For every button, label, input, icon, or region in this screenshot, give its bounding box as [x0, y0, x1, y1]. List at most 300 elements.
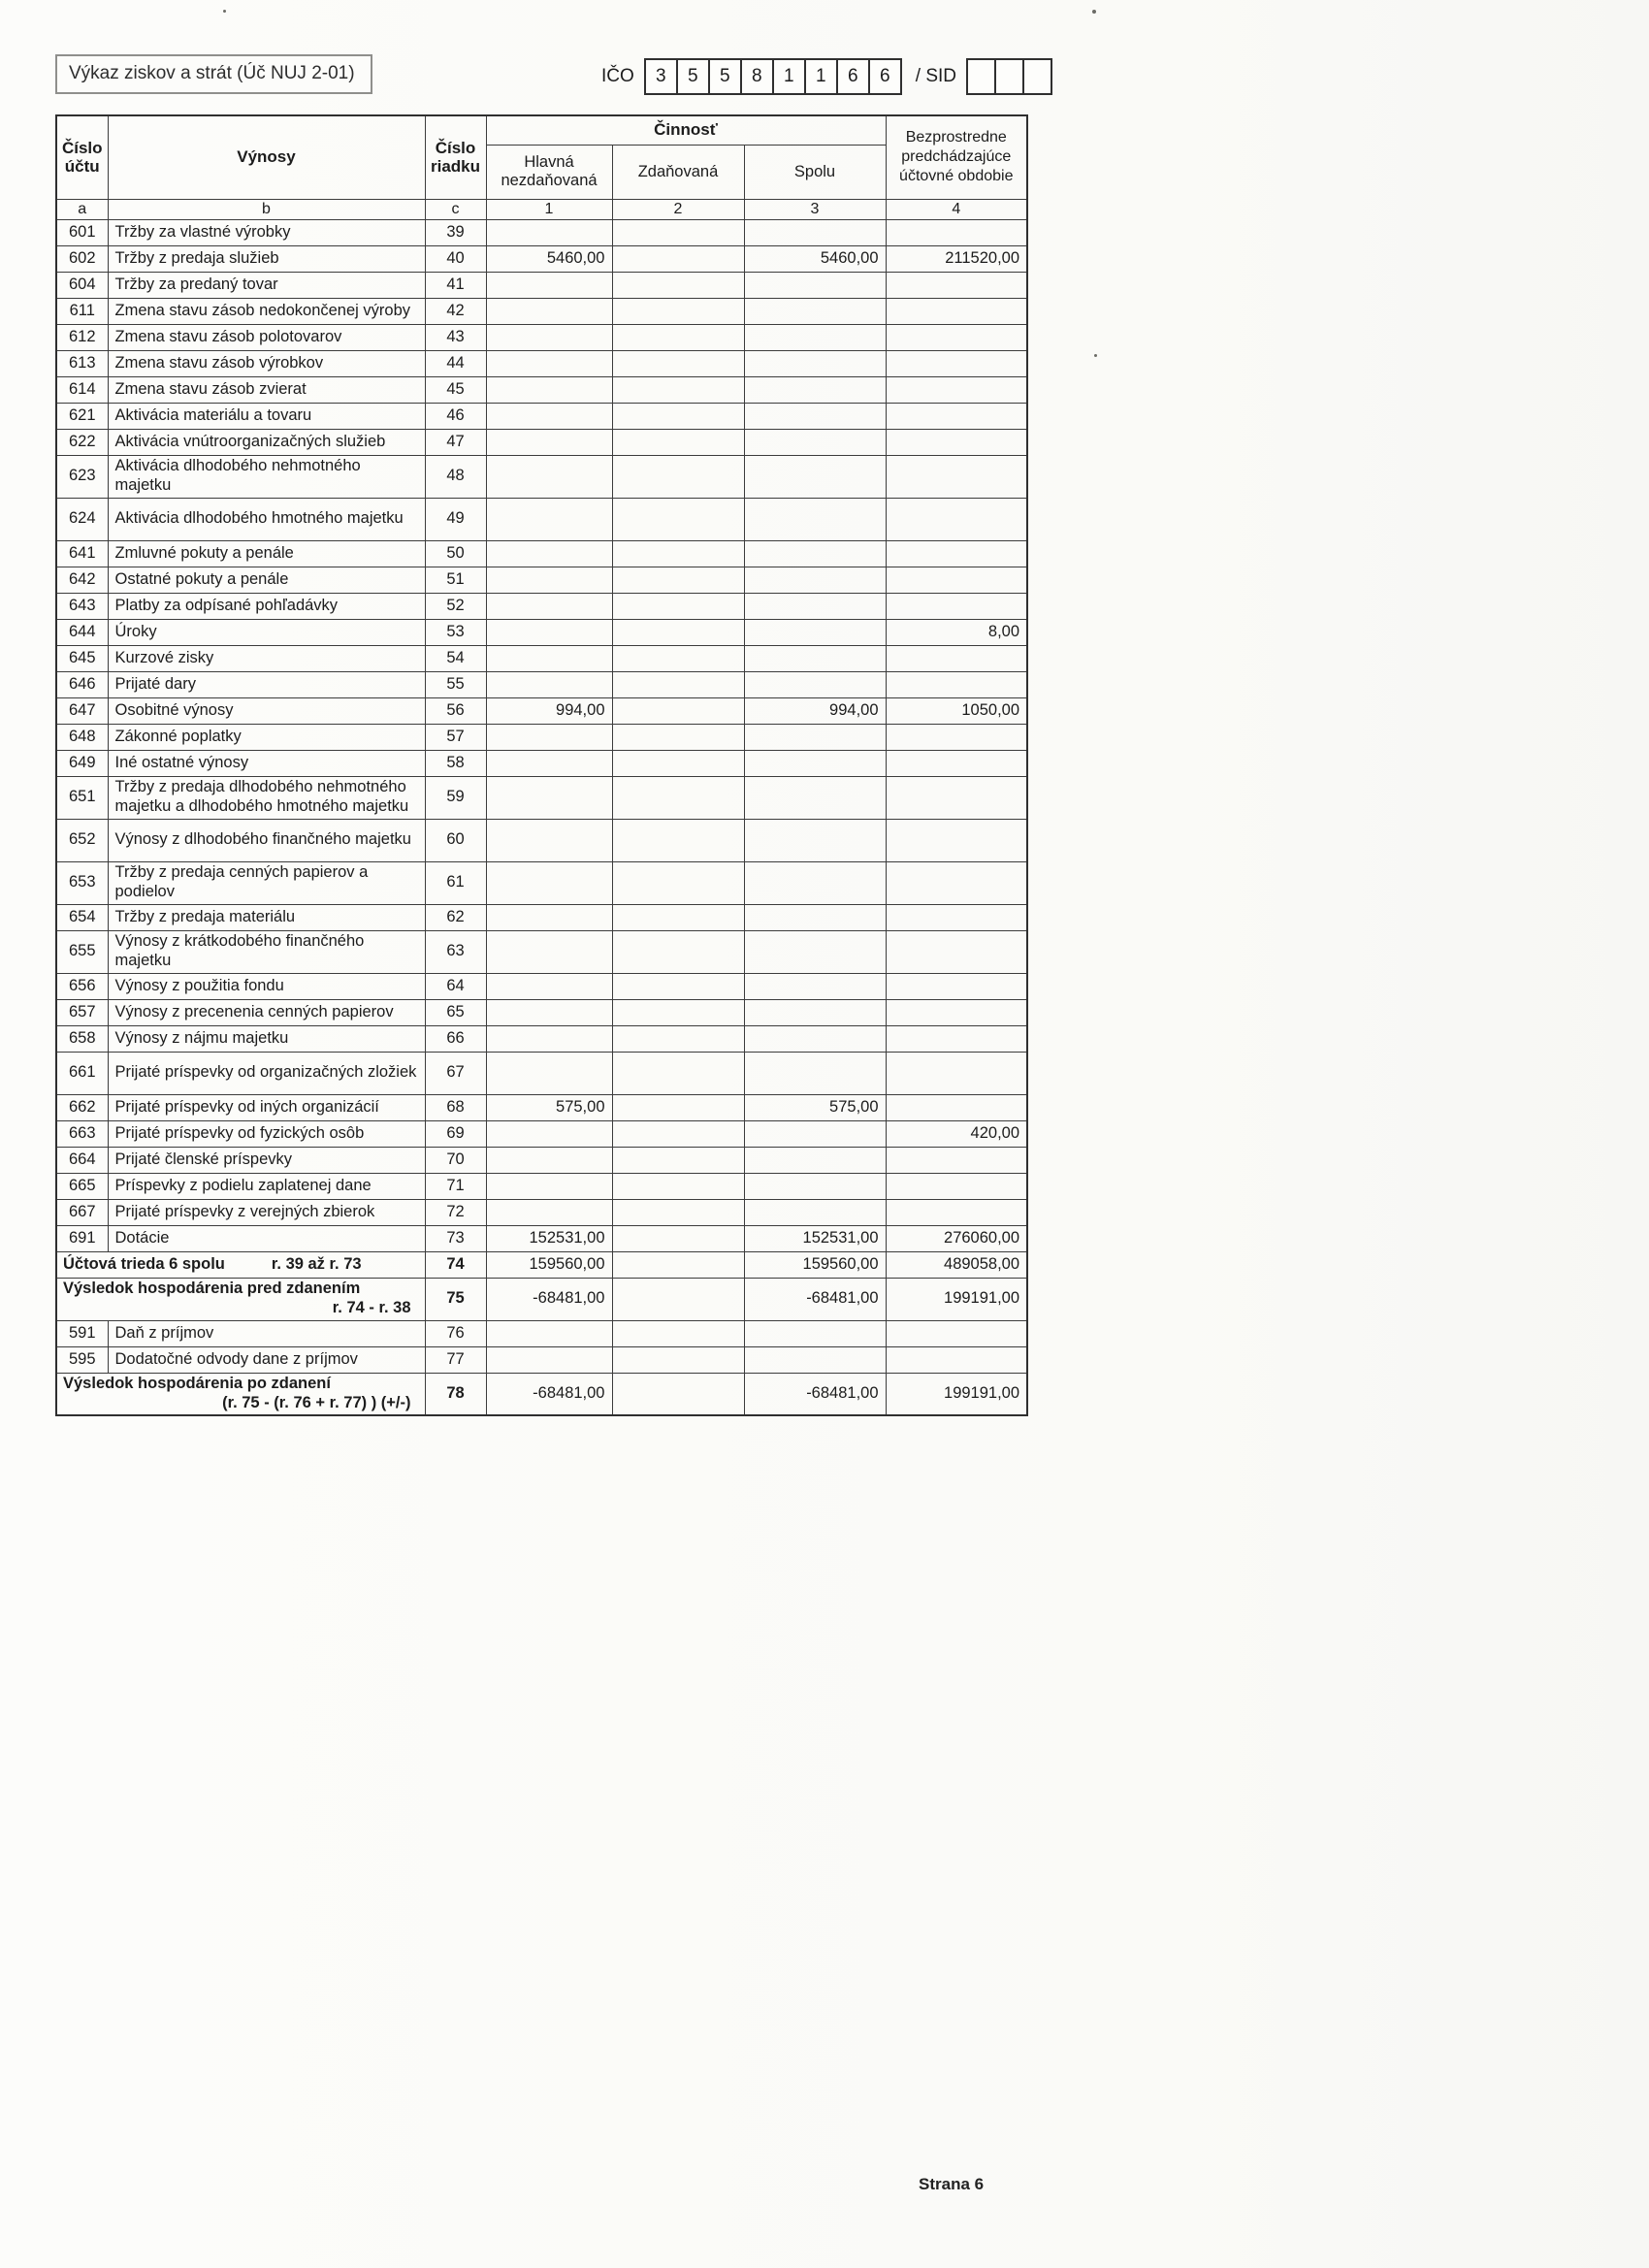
revenue-name-cell: Výnosy z precenenia cenných papierov — [108, 999, 425, 1025]
line-number-cell: 74 — [425, 1251, 486, 1278]
value-cell-col3 — [744, 1147, 886, 1173]
line-number-cell: 69 — [425, 1120, 486, 1147]
value-cell-col1 — [486, 298, 612, 324]
value-cell-col1 — [486, 645, 612, 671]
value-cell-col4: 1050,00 — [886, 697, 1027, 724]
value-cell-col3 — [744, 671, 886, 697]
account-number-cell: 652 — [56, 819, 108, 861]
line-number-cell: 75 — [425, 1278, 486, 1320]
account-number-cell: 614 — [56, 376, 108, 403]
line-number-cell: 45 — [425, 376, 486, 403]
value-cell-col3: 152531,00 — [744, 1225, 886, 1251]
table-row — [56, 350, 1027, 376]
revenue-name-cell: Prijaté príspevky od fyzických osôb — [108, 1120, 425, 1147]
value-cell-col1 — [486, 324, 612, 350]
value-cell-col1 — [486, 1147, 612, 1173]
table-row — [56, 455, 1027, 498]
value-cell-col1: 152531,00 — [486, 1225, 612, 1251]
value-cell-col3 — [744, 973, 886, 999]
value-cell-col2 — [612, 540, 744, 567]
value-cell-col4 — [886, 1147, 1027, 1173]
value-cell-col4 — [886, 645, 1027, 671]
ico-digit-box: 3 — [644, 58, 678, 95]
col-letter-b: b — [108, 199, 425, 219]
table-row — [56, 750, 1027, 776]
sid-digit-box — [994, 58, 1024, 95]
revenue-name-cell: Prijaté príspevky od iných organizácií — [108, 1094, 425, 1120]
ico-digit-box: 6 — [836, 58, 870, 95]
table-row — [56, 245, 1027, 272]
value-cell-col1: -68481,00 — [486, 1373, 612, 1415]
revenue-name-cell: Platby za odpísané pohľadávky — [108, 593, 425, 619]
value-cell-col4 — [886, 272, 1027, 298]
line-number-cell: 63 — [425, 930, 486, 973]
value-cell-col3: -68481,00 — [744, 1373, 886, 1415]
account-number-cell: 658 — [56, 1025, 108, 1052]
value-cell-col2 — [612, 429, 744, 455]
revenue-name-cell: Kurzové zisky — [108, 645, 425, 671]
account-number-cell: 651 — [56, 776, 108, 819]
value-cell-col3 — [744, 593, 886, 619]
line-number-cell: 50 — [425, 540, 486, 567]
table-row — [56, 1025, 1027, 1052]
value-cell-col2 — [612, 567, 744, 593]
account-number-cell: 646 — [56, 671, 108, 697]
value-cell-col3 — [744, 376, 886, 403]
revenue-name-cell: Úroky — [108, 619, 425, 645]
ico-digit-box: 1 — [772, 58, 806, 95]
line-number-cell: 62 — [425, 904, 486, 930]
value-cell-col2 — [612, 403, 744, 429]
value-cell-col1 — [486, 1199, 612, 1225]
value-cell-col4 — [886, 403, 1027, 429]
form-title-box — [55, 54, 372, 94]
value-cell-col2 — [612, 1225, 744, 1251]
table-row — [56, 819, 1027, 861]
value-cell-col2 — [612, 1173, 744, 1199]
value-cell-col4 — [886, 1199, 1027, 1225]
value-cell-col2 — [612, 819, 744, 861]
revenue-name-cell: Zákonné poplatky — [108, 724, 425, 750]
value-cell-col1 — [486, 350, 612, 376]
header-revenues: Výnosy — [108, 115, 425, 199]
value-cell-col1 — [486, 540, 612, 567]
account-number-cell: 649 — [56, 750, 108, 776]
revenue-name-cell: Tržby z predaja materiálu — [108, 904, 425, 930]
value-cell-col3 — [744, 567, 886, 593]
value-cell-col2 — [612, 324, 744, 350]
line-number-cell: 56 — [425, 697, 486, 724]
value-cell-col3: 575,00 — [744, 1094, 886, 1120]
revenue-name-cell: Zmluvné pokuty a penále — [108, 540, 425, 567]
value-cell-col3 — [744, 1120, 886, 1147]
value-cell-col4 — [886, 1320, 1027, 1346]
ico-digit-box: 8 — [740, 58, 774, 95]
scan-speck — [1092, 10, 1096, 14]
value-cell-col2 — [612, 1052, 744, 1094]
revenue-name-cell: Prijaté príspevky z verejných zbierok — [108, 1199, 425, 1225]
account-number-cell: 667 — [56, 1199, 108, 1225]
value-cell-col4: 199191,00 — [886, 1278, 1027, 1320]
value-cell-col3: -68481,00 — [744, 1278, 886, 1320]
value-cell-col3 — [744, 1199, 886, 1225]
page-number: Strana 6 — [919, 2175, 985, 2193]
account-number-cell: 662 — [56, 1094, 108, 1120]
value-cell-col1 — [486, 904, 612, 930]
line-number-cell: 41 — [425, 272, 486, 298]
ico-digit-box: 6 — [868, 58, 902, 95]
value-cell-col1: -68481,00 — [486, 1278, 612, 1320]
table-row — [56, 498, 1027, 540]
value-cell-col3 — [744, 429, 886, 455]
line-number-cell: 57 — [425, 724, 486, 750]
scan-speck — [223, 10, 226, 13]
line-number-cell: 72 — [425, 1199, 486, 1225]
revenue-name-cell: Tržby za vlastné výrobky — [108, 219, 425, 245]
table-row — [56, 1320, 1027, 1346]
revenue-name-cell: Príspevky z podielu zaplatenej dane — [108, 1173, 425, 1199]
value-cell-col2 — [612, 724, 744, 750]
value-cell-col4: 276060,00 — [886, 1225, 1027, 1251]
value-cell-col4 — [886, 298, 1027, 324]
value-cell-col3 — [744, 1173, 886, 1199]
value-cell-col1 — [486, 973, 612, 999]
table-row — [56, 776, 1027, 819]
value-cell-col1 — [486, 930, 612, 973]
account-number-cell: 643 — [56, 593, 108, 619]
value-cell-col1 — [486, 1052, 612, 1094]
revenue-name-cell: Aktivácia dlhodobého hmotného majetku — [108, 498, 425, 540]
value-cell-col3 — [744, 819, 886, 861]
account-number-cell: 622 — [56, 429, 108, 455]
account-number-cell: 661 — [56, 1052, 108, 1094]
revenue-name-cell: Výnosy z dlhodobého finančného majetku — [108, 819, 425, 861]
value-cell-col4: 199191,00 — [886, 1373, 1027, 1415]
value-cell-col4 — [886, 1025, 1027, 1052]
header-line-number: Číslo riadku — [425, 115, 486, 199]
value-cell-col2 — [612, 619, 744, 645]
header-total: Spolu — [744, 145, 886, 199]
value-cell-col4 — [886, 750, 1027, 776]
line-number-cell: 48 — [425, 455, 486, 498]
ico-digit-strip — [644, 58, 902, 95]
account-number-cell: 611 — [56, 298, 108, 324]
table-row — [56, 1052, 1027, 1094]
account-number-cell: 601 — [56, 219, 108, 245]
value-cell-col4 — [886, 498, 1027, 540]
col-letter-c: c — [425, 199, 486, 219]
revenue-name-cell: Prijaté príspevky od organizačných zložiek — [108, 1052, 425, 1094]
revenue-name-cell: Ostatné pokuty a penále — [108, 567, 425, 593]
line-number-cell: 39 — [425, 219, 486, 245]
table-row — [56, 403, 1027, 429]
value-cell-col3 — [744, 455, 886, 498]
value-cell-col4 — [886, 324, 1027, 350]
value-cell-col4 — [886, 1094, 1027, 1120]
line-number-cell: 44 — [425, 350, 486, 376]
value-cell-col3 — [744, 1052, 886, 1094]
revenue-name-cell: Výnosy z krátkodobého finančného majetku — [108, 930, 425, 973]
value-cell-col3 — [744, 619, 886, 645]
value-cell-col1 — [486, 455, 612, 498]
summary-row-reference: r. 39 až r. 73 — [271, 1254, 362, 1273]
table-row — [56, 1346, 1027, 1373]
value-cell-col3 — [744, 645, 886, 671]
value-cell-col1 — [486, 1346, 612, 1373]
account-number-cell: 623 — [56, 455, 108, 498]
value-cell-col2 — [612, 593, 744, 619]
table-row — [56, 567, 1027, 593]
table-row — [56, 645, 1027, 671]
value-cell-col2 — [612, 1199, 744, 1225]
value-cell-col3 — [744, 930, 886, 973]
table-row — [56, 324, 1027, 350]
value-cell-col1: 159560,00 — [486, 1251, 612, 1278]
account-number-cell: 595 — [56, 1346, 108, 1373]
revenue-name-cell: Tržby z predaja dlhodobého nehmotného majetku a dlhodobého hmotného majetku — [108, 776, 425, 819]
value-cell-col1 — [486, 1120, 612, 1147]
table-body — [56, 219, 1027, 1415]
table-row — [56, 219, 1027, 245]
summary-label: Výsledok hospodárenia pred zdanením — [63, 1280, 361, 1298]
table-row — [56, 999, 1027, 1025]
value-cell-col3 — [744, 724, 886, 750]
value-cell-col3 — [744, 999, 886, 1025]
header-main-untaxed: Hlavná nezdaňovaná — [486, 145, 612, 199]
value-cell-col2 — [612, 1346, 744, 1373]
header-account-number: Číslo účtu — [56, 115, 108, 199]
line-number-cell: 49 — [425, 498, 486, 540]
value-cell-col4: 8,00 — [886, 619, 1027, 645]
value-cell-col3: 159560,00 — [744, 1251, 886, 1278]
summary-label-cell — [56, 1373, 425, 1415]
account-number-cell: 604 — [56, 272, 108, 298]
account-number-cell: 591 — [56, 1320, 108, 1346]
line-number-cell: 77 — [425, 1346, 486, 1373]
summary-label-cell — [56, 1278, 425, 1320]
value-cell-col2 — [612, 1120, 744, 1147]
value-cell-col4: 489058,00 — [886, 1251, 1027, 1278]
line-number-cell: 51 — [425, 567, 486, 593]
table-row — [56, 593, 1027, 619]
value-cell-col2 — [612, 350, 744, 376]
line-number-cell: 76 — [425, 1320, 486, 1346]
value-cell-col4 — [886, 376, 1027, 403]
line-number-cell: 65 — [425, 999, 486, 1025]
account-number-cell: 654 — [56, 904, 108, 930]
account-number-cell: 613 — [56, 350, 108, 376]
value-cell-col2 — [612, 272, 744, 298]
profit-loss-table — [55, 114, 1028, 1416]
revenue-name-cell: Tržby za predaný tovar — [108, 272, 425, 298]
value-cell-col4 — [886, 540, 1027, 567]
value-cell-col1 — [486, 619, 612, 645]
revenue-name-cell: Zmena stavu zásob nedokončenej výroby — [108, 298, 425, 324]
value-cell-col4: 420,00 — [886, 1120, 1027, 1147]
value-cell-col3: 5460,00 — [744, 245, 886, 272]
ico-digit-box: 5 — [676, 58, 710, 95]
col-letter-a: a — [56, 199, 108, 219]
account-number-cell: 657 — [56, 999, 108, 1025]
revenue-name-cell: Výnosy z použitia fondu — [108, 973, 425, 999]
line-number-cell: 47 — [425, 429, 486, 455]
account-number-cell: 664 — [56, 1147, 108, 1173]
value-cell-col4 — [886, 455, 1027, 498]
account-number-cell: 656 — [56, 973, 108, 999]
header-taxed: Zdaňovaná — [612, 145, 744, 199]
line-number-cell: 46 — [425, 403, 486, 429]
value-cell-col1: 575,00 — [486, 1094, 612, 1120]
revenue-name-cell: Tržby z predaja služieb — [108, 245, 425, 272]
table-row — [56, 1173, 1027, 1199]
revenue-name-cell: Výnosy z nájmu majetku — [108, 1025, 425, 1052]
account-number-cell: 602 — [56, 245, 108, 272]
summary-row — [56, 1251, 1027, 1278]
table-row — [56, 930, 1027, 973]
value-cell-col3 — [744, 1025, 886, 1052]
account-number-cell: 653 — [56, 861, 108, 904]
scan-speck — [1094, 354, 1097, 357]
table-row — [56, 904, 1027, 930]
line-number-cell: 55 — [425, 671, 486, 697]
value-cell-col4 — [886, 904, 1027, 930]
value-cell-col4 — [886, 219, 1027, 245]
table-row — [56, 1199, 1027, 1225]
line-number-cell: 66 — [425, 1025, 486, 1052]
line-number-cell: 70 — [425, 1147, 486, 1173]
value-cell-col3 — [744, 324, 886, 350]
table-row — [56, 540, 1027, 567]
summary-row-reference: (r. 75 - (r. 76 + r. 77) ) (+/-) — [222, 1393, 411, 1411]
line-number-cell: 54 — [425, 645, 486, 671]
revenue-name-cell: Aktivácia vnútroorganizačných služieb — [108, 429, 425, 455]
account-number-cell: 641 — [56, 540, 108, 567]
value-cell-col2 — [612, 930, 744, 973]
col-number-3: 3 — [744, 199, 886, 219]
value-cell-col3 — [744, 750, 886, 776]
line-number-cell: 42 — [425, 298, 486, 324]
line-number-cell: 40 — [425, 245, 486, 272]
value-cell-col2 — [612, 1251, 744, 1278]
value-cell-col3: 994,00 — [744, 697, 886, 724]
value-cell-col4 — [886, 1173, 1027, 1199]
line-number-cell: 60 — [425, 819, 486, 861]
table-row — [56, 1147, 1027, 1173]
summary-label: Výsledok hospodárenia po zdanení — [63, 1374, 331, 1392]
value-cell-col4 — [886, 861, 1027, 904]
sid-label: / SID — [915, 66, 957, 86]
value-cell-col4 — [886, 999, 1027, 1025]
account-number-cell: 621 — [56, 403, 108, 429]
account-number-cell: 645 — [56, 645, 108, 671]
value-cell-col3 — [744, 350, 886, 376]
line-number-cell: 78 — [425, 1373, 486, 1415]
value-cell-col2 — [612, 219, 744, 245]
value-cell-col2 — [612, 750, 744, 776]
line-number-cell: 73 — [425, 1225, 486, 1251]
value-cell-col1 — [486, 272, 612, 298]
account-number-cell: 624 — [56, 498, 108, 540]
revenue-name-cell: Prijaté členské príspevky — [108, 1147, 425, 1173]
summary-row — [56, 1278, 1027, 1320]
value-cell-col1 — [486, 219, 612, 245]
value-cell-col2 — [612, 1025, 744, 1052]
header-activity: Činnosť — [486, 115, 886, 145]
table-row — [56, 1225, 1027, 1251]
value-cell-col2 — [612, 1320, 744, 1346]
revenue-name-cell: Tržby z predaja cenných papierov a podielov — [108, 861, 425, 904]
value-cell-col1: 5460,00 — [486, 245, 612, 272]
value-cell-col2 — [612, 376, 744, 403]
value-cell-col4 — [886, 429, 1027, 455]
value-cell-col4 — [886, 1052, 1027, 1094]
value-cell-col3 — [744, 403, 886, 429]
line-number-cell: 67 — [425, 1052, 486, 1094]
value-cell-col2 — [612, 645, 744, 671]
value-cell-col3 — [744, 219, 886, 245]
value-cell-col2 — [612, 697, 744, 724]
sid-digit-box — [966, 58, 996, 95]
table-row — [56, 671, 1027, 697]
value-cell-col2 — [612, 861, 744, 904]
value-cell-col4 — [886, 776, 1027, 819]
revenue-name-cell: Zmena stavu zásob zvierat — [108, 376, 425, 403]
value-cell-col3 — [744, 1346, 886, 1373]
value-cell-col1 — [486, 861, 612, 904]
account-number-cell: 642 — [56, 567, 108, 593]
ico-sid-row — [601, 58, 1052, 95]
table-row — [56, 861, 1027, 904]
account-number-cell: 612 — [56, 324, 108, 350]
value-cell-col1 — [486, 403, 612, 429]
value-cell-col4 — [886, 671, 1027, 697]
account-number-cell: 644 — [56, 619, 108, 645]
value-cell-col2 — [612, 1094, 744, 1120]
value-cell-col2 — [612, 973, 744, 999]
value-cell-col1 — [486, 567, 612, 593]
account-number-cell: 647 — [56, 697, 108, 724]
value-cell-col2 — [612, 999, 744, 1025]
table-row — [56, 619, 1027, 645]
value-cell-col3 — [744, 498, 886, 540]
account-number-cell: 648 — [56, 724, 108, 750]
revenue-name-cell: Dodatočné odvody dane z príjmov — [108, 1346, 425, 1373]
col-number-1: 1 — [486, 199, 612, 219]
value-cell-col1 — [486, 776, 612, 819]
value-cell-col4 — [886, 593, 1027, 619]
value-cell-col1 — [486, 819, 612, 861]
table-row — [56, 1120, 1027, 1147]
line-number-cell: 59 — [425, 776, 486, 819]
table-row — [56, 376, 1027, 403]
value-cell-col2 — [612, 298, 744, 324]
line-number-cell: 52 — [425, 593, 486, 619]
revenue-name-cell: Aktivácia materiálu a tovaru — [108, 403, 425, 429]
value-cell-col3 — [744, 776, 886, 819]
value-cell-col1 — [486, 593, 612, 619]
line-number-cell: 53 — [425, 619, 486, 645]
value-cell-col3 — [744, 861, 886, 904]
value-cell-col3 — [744, 904, 886, 930]
value-cell-col4 — [886, 1346, 1027, 1373]
value-cell-col1 — [486, 429, 612, 455]
value-cell-col1 — [486, 1320, 612, 1346]
table-row — [56, 697, 1027, 724]
line-number-cell: 68 — [425, 1094, 486, 1120]
revenue-name-cell: Zmena stavu zásob polotovarov — [108, 324, 425, 350]
value-cell-col4 — [886, 930, 1027, 973]
col-number-2: 2 — [612, 199, 744, 219]
